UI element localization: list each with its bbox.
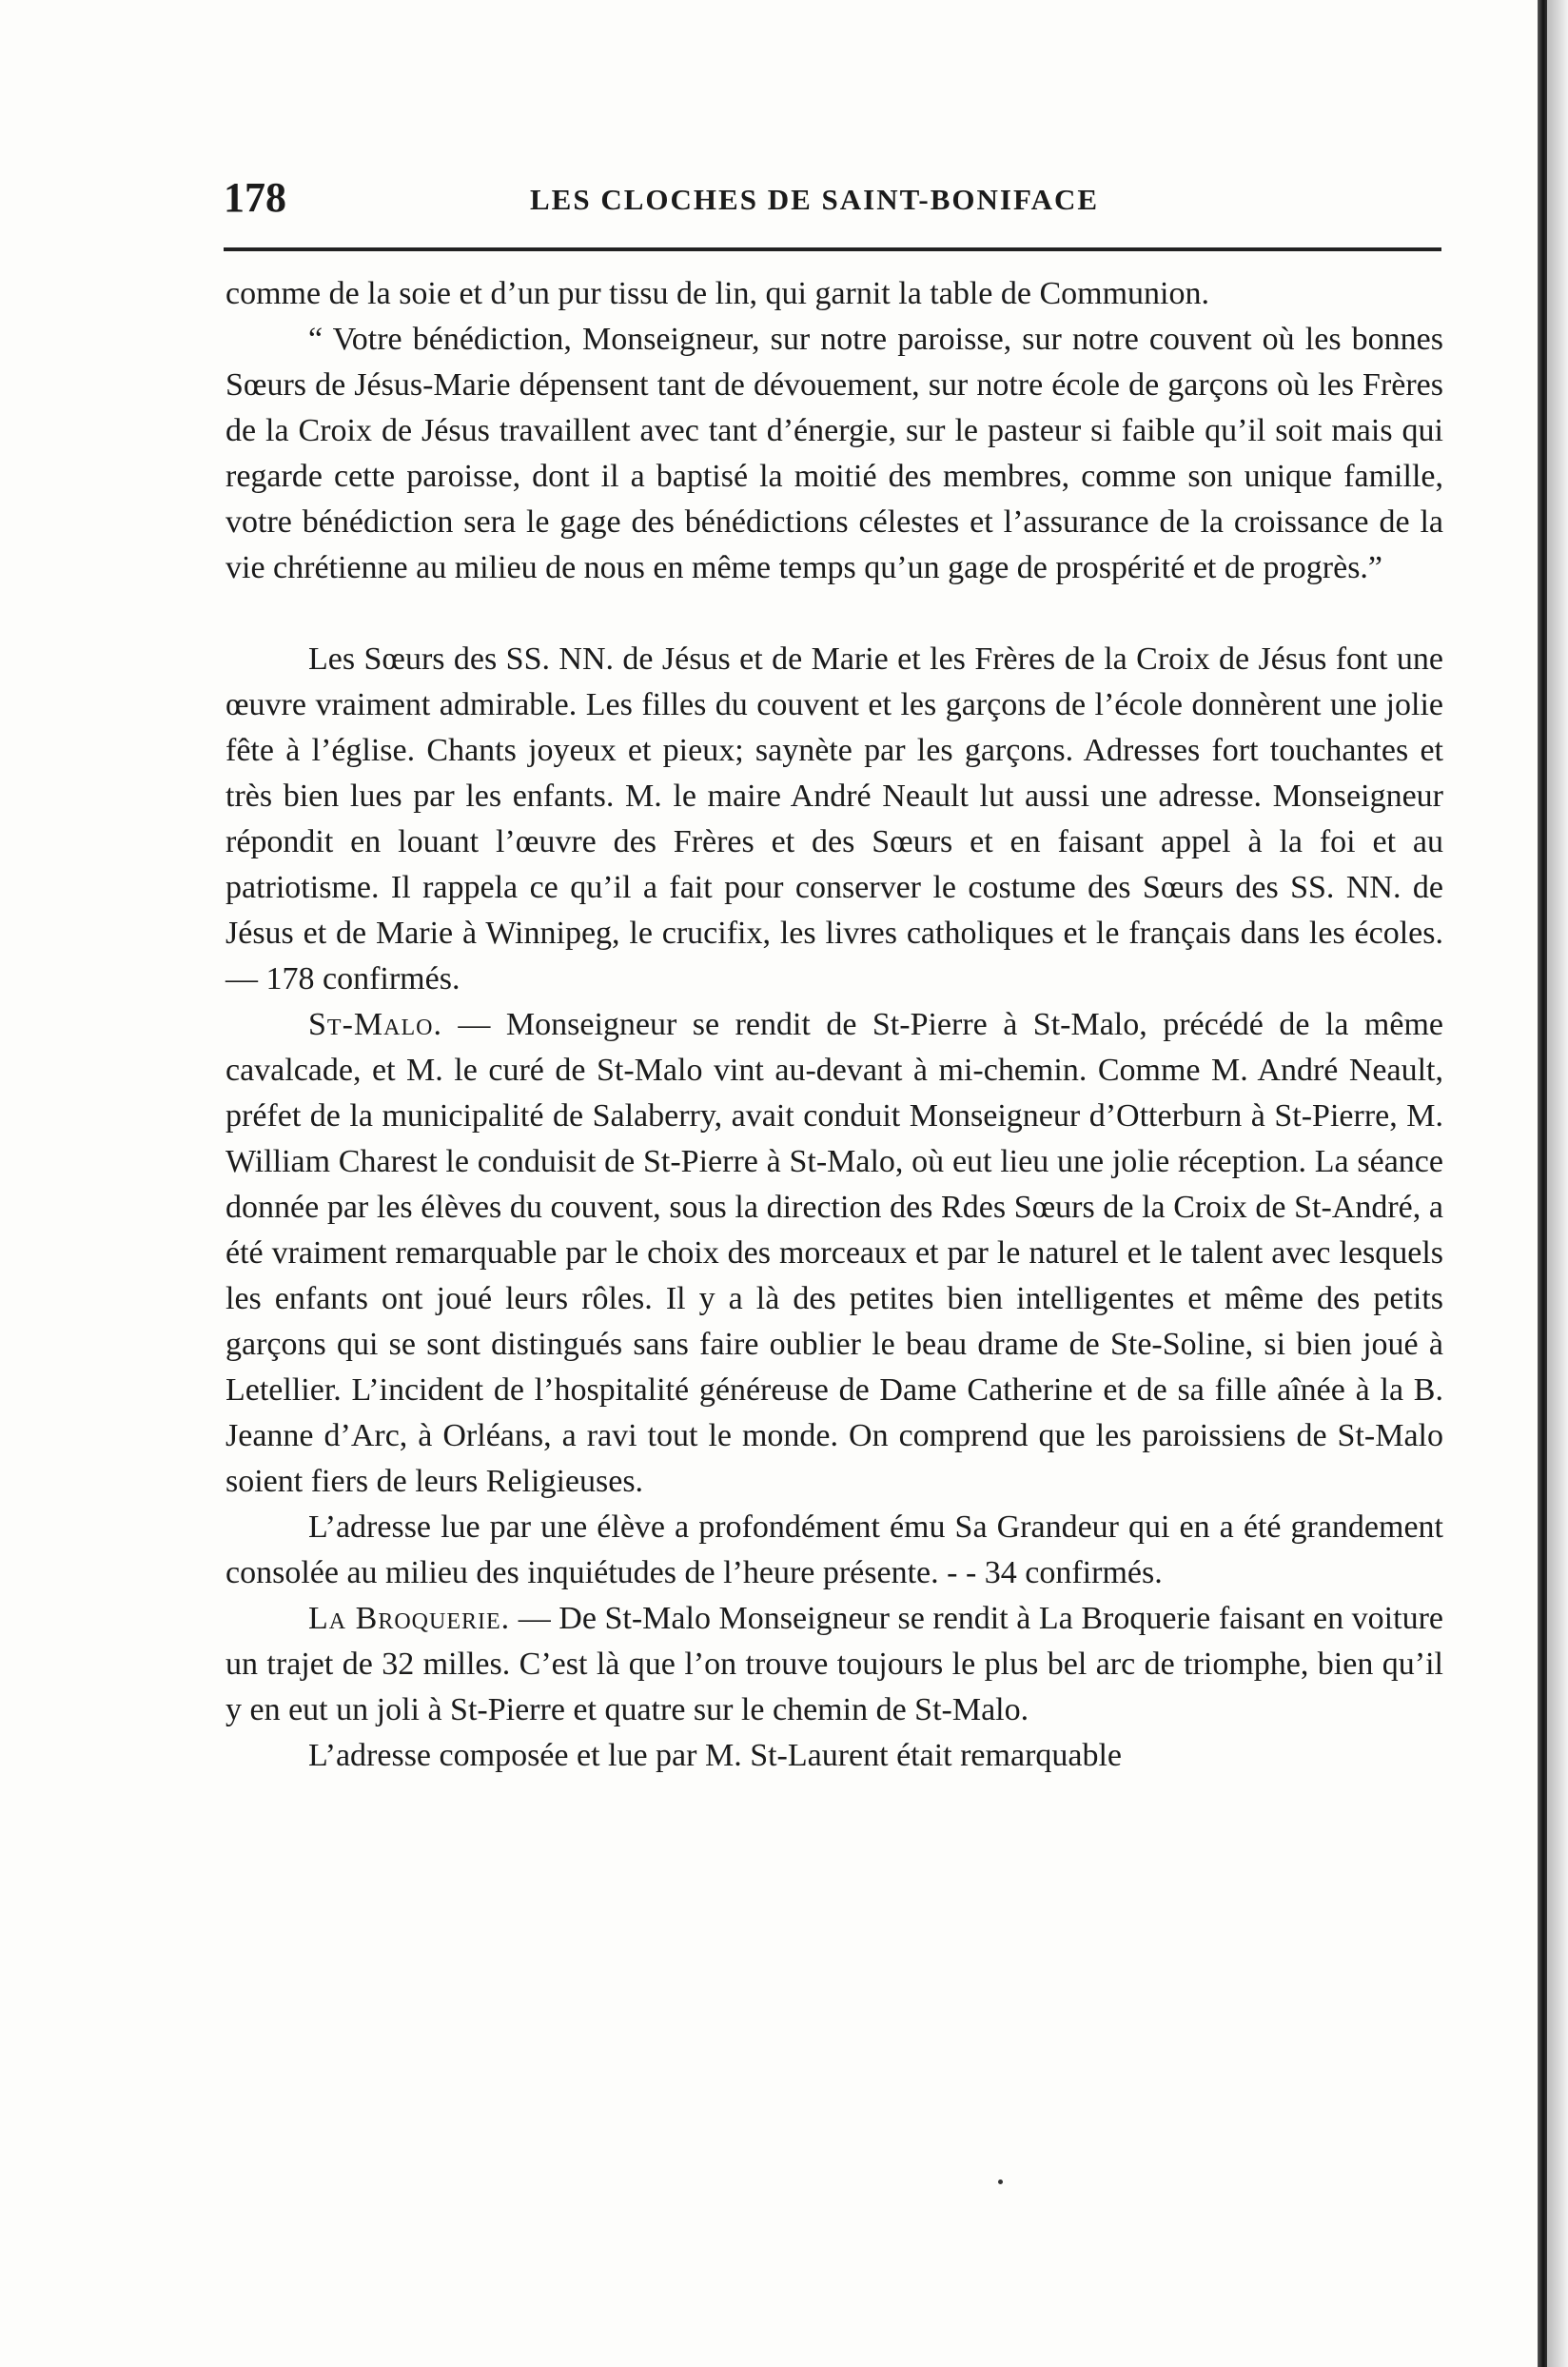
header-rule xyxy=(224,247,1441,251)
running-title: LES CLOCHES DE SAINT-BONIFACE xyxy=(530,183,1100,216)
paragraph-3: Les Sœurs des SS. NN. de Jésus et de Marie et les Frères de la Croix de Jésus font une œuvre vraiment admirable. Les filles du couvent et les garçons de l’école donnèrent une jolie fête à l’église. Chants joyeux et pieux; saynète par les garçons. Adresses fort touchantes et très bien lues par les enfants. M. le maire André Neault lut aussi une adresse. Monseigneur répondit en louant l’œuvre des Frères et des Sœurs et en faisant appel à la foi et au patriotisme. Il rappela ce qu’il a fait pour conserver le costume des Sœurs des SS. NN. de Jésus et de Marie à Winnipeg, le crucifix, les livres catholiques et le français dans les écoles. — 178 confirmés. xyxy=(225,641,1443,996)
running-header xyxy=(224,168,1441,234)
page-edge-shadow xyxy=(1547,0,1568,2367)
paragraph-6 xyxy=(225,1596,1443,1733)
section-head-la-broquerie: La Broquerie. xyxy=(308,1601,511,1636)
page-edge-binding xyxy=(1538,0,1547,2367)
ink-speck xyxy=(998,2180,1003,2184)
paragraph-5: L’adresse lue par une élève a profondément ému Sa Grandeur qui en a été grandement consolée au milieu des inquiétudes de l’heure présente. - - 34 confirmés. xyxy=(225,1509,1443,1590)
body-text xyxy=(225,271,1443,1779)
section-head-st-malo: St-Malo. xyxy=(308,1007,442,1042)
paragraph-6-text: — De St-Malo Monseigneur se rendit à La Broquerie faisant en voiture un trajet de 32 milles. C’est là que l’on trouve toujours le plus bel arc de triomphe, bien qu’il y en eut un joli à St-Pierre et quatre sur le chemin de St-Malo. xyxy=(225,1601,1443,1727)
paragraph-4-text: — Monseigneur se rendit de St-Pierre à St-Malo, précédé de la même cavalcade, et M. le curé de St-Malo vint au-devant à mi-chemin. Comme M. André Neault, préfet de la municipalité de Salaberry, avait conduit Monseigneur d’Otterburn à St-Pierre, M. William Charest le conduisit de St-Pierre à St-Malo, où eut lieu une jolie réception. La séance donnée par les élèves du couvent, sous la direction des Rdes Sœurs de la Croix de St-André, a été vraiment remarquable par le choix des morceaux et par le naturel et le talent avec lesquels les enfants ont joué leurs rôles. Il y a là des petites bien intelligentes et même des petits garçons qui se sont distingués sans faire oublier le beau drame de Ste-Soline, si bien joué à Letellier. L’incident de l’hospitalité généreuse de Dame Catherine et de sa fille aînée à la B. Jeanne d’Arc, à Orléans, a ravi tout le monde. On comprend que les paroissiens de St-Malo soient fiers de leurs Religieuses. xyxy=(225,1007,1443,1499)
paragraph-1: comme de la soie et d’un pur tissu de lin, qui garnit la table de Communion. xyxy=(225,276,1209,311)
paragraph-4 xyxy=(225,1002,1443,1505)
page-number: 178 xyxy=(224,174,286,221)
paragraph-2: “ Votre bénédiction, Monseigneur, sur notre paroisse, sur notre couvent où les bonnes Sœurs de Jésus-Marie dépensent tant de dévouement, sur notre école de garçons où les Frères de la Croix de Jésus travaillent avec tant d’énergie, sur le pasteur si faible qu’il soit mais qui regarde cette paroisse, dont il a baptisé la moitié des membres, comme son unique famille, votre bénédiction sera le gage des bénédictions célestes et l’assurance de la croissance de la vie chrétienne au milieu de nous en même temps qu’un gage de prospérité et de progrès.” xyxy=(225,322,1443,585)
paragraph-7: L’adresse composée et lue par M. St-Laurent était remarquable xyxy=(308,1738,1123,1773)
